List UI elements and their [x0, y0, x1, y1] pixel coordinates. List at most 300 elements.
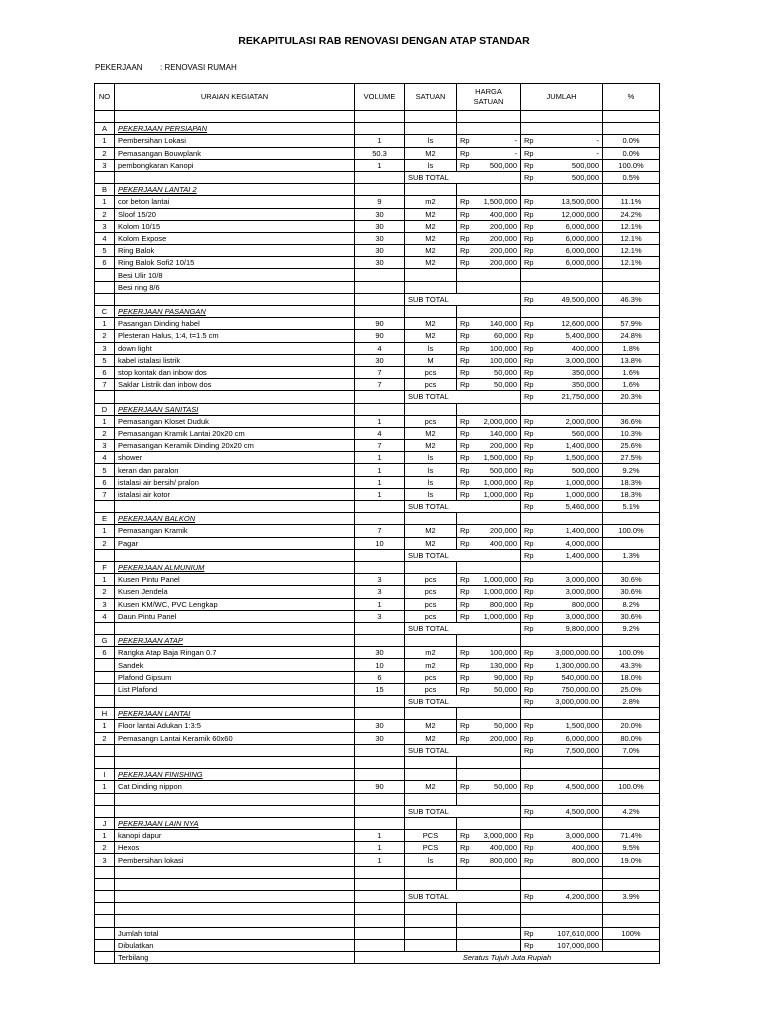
empty-cell	[457, 708, 521, 720]
row-harga-value: 130,000	[489, 660, 517, 670]
empty-cell	[521, 915, 603, 927]
row-satuan: M2	[405, 427, 457, 439]
row-persen: 13.8%	[603, 354, 660, 366]
row-no: 1	[95, 135, 115, 147]
empty-cell	[355, 696, 405, 708]
empty-cell	[355, 123, 405, 135]
row-satuan	[405, 927, 457, 939]
table-body	[95, 111, 660, 964]
empty-cell	[405, 513, 457, 525]
table-row	[95, 476, 660, 488]
table-row	[95, 281, 660, 293]
row-satuan: pcs	[405, 574, 457, 586]
empty-cell	[95, 805, 115, 817]
table-row	[95, 842, 660, 854]
row-uraian: stop kontak dan inbow dos	[115, 366, 355, 378]
empty-cell	[355, 878, 405, 890]
row-jumlah	[521, 452, 603, 464]
row-harga-currency: Rp	[460, 575, 470, 585]
empty-cell	[355, 111, 405, 123]
empty-cell	[95, 111, 115, 123]
row-harga-currency: Rp	[460, 489, 470, 499]
row-jumlah	[521, 147, 603, 159]
section-row	[95, 403, 660, 415]
row-jumlah	[521, 171, 603, 183]
row-no: 2	[95, 330, 115, 342]
row-volume	[355, 927, 405, 939]
empty-cell	[355, 817, 405, 829]
empty-cell	[115, 793, 355, 805]
empty-cell	[95, 793, 115, 805]
row-jumlah	[521, 549, 603, 561]
subtotal-row	[95, 744, 660, 756]
empty-cell	[95, 951, 115, 963]
row-harga	[457, 927, 521, 939]
row-jumlah-value: 1,000,000	[565, 477, 599, 487]
table-row	[95, 647, 660, 659]
row-harga	[457, 232, 521, 244]
header-satuan: SATUAN	[405, 84, 457, 111]
table-row	[95, 586, 660, 598]
row-no: 1	[95, 574, 115, 586]
table-row	[95, 781, 660, 793]
row-jumlah-currency: Rp	[524, 148, 534, 158]
row-satuan	[405, 939, 457, 951]
row-no: 5	[95, 245, 115, 257]
row-harga	[457, 683, 521, 695]
row-satuan	[405, 281, 457, 293]
row-harga-value: 140,000	[489, 428, 517, 438]
empty-cell	[457, 915, 521, 927]
row-uraian: PEKERJAAN PERSIAPAN	[115, 123, 355, 135]
empty-cell	[95, 866, 115, 878]
header-jumlah: JUMLAH	[521, 84, 603, 111]
empty-cell	[457, 817, 521, 829]
row-jumlah-currency: Rp	[524, 233, 534, 243]
header-harga-satuan: HARGA SATUAN	[457, 84, 521, 111]
row-harga-value: 50,000	[494, 782, 517, 792]
row-harga-currency: Rp	[460, 672, 470, 682]
row-jumlah-currency: Rp	[524, 477, 534, 487]
empty-cell	[355, 708, 405, 720]
row-uraian: PEKERJAAN BALKON	[115, 513, 355, 525]
empty-cell	[603, 184, 660, 196]
row-volume: 1	[355, 464, 405, 476]
empty-cell	[355, 793, 405, 805]
row-jumlah-currency: Rp	[524, 380, 534, 390]
pekerjaan-value: : RENOVASI RUMAH	[160, 63, 237, 72]
row-harga-currency: Rp	[460, 416, 470, 426]
row-uraian: istalasi air bersih/ pralon	[115, 476, 355, 488]
row-volume: 1	[355, 452, 405, 464]
row-jumlah	[521, 610, 603, 622]
row-harga-currency: Rp	[460, 465, 470, 475]
row-satuan: M2	[405, 220, 457, 232]
empty-cell	[355, 184, 405, 196]
row-volume: 3	[355, 610, 405, 622]
rab-table	[94, 83, 660, 964]
row-harga	[457, 671, 521, 683]
row-harga	[457, 939, 521, 951]
row-volume: 6	[355, 671, 405, 683]
row-volume: 1	[355, 135, 405, 147]
empty-cell	[115, 171, 355, 183]
subtotal-row	[95, 171, 660, 183]
row-uraian: Kolom 10/15	[115, 220, 355, 232]
row-satuan: pcs	[405, 379, 457, 391]
row-harga-currency: Rp	[460, 233, 470, 243]
table-row	[95, 732, 660, 744]
row-satuan: pcs	[405, 683, 457, 695]
empty-cell	[521, 903, 603, 915]
row-jumlah	[521, 415, 603, 427]
row-jumlah-currency: Rp	[524, 355, 534, 365]
row-uraian: Ring Balok Sofi2 10/15	[115, 257, 355, 269]
row-no: H	[95, 708, 115, 720]
empty-cell	[405, 866, 457, 878]
empty-cell	[355, 866, 405, 878]
row-uraian: Saklar Listrik dan inbow dos	[115, 379, 355, 391]
empty-cell	[95, 549, 115, 561]
row-jumlah-currency: Rp	[524, 745, 534, 755]
row-jumlah-value: 500,000	[571, 465, 599, 475]
row-no: 6	[95, 257, 115, 269]
row-persen: 3.9%	[603, 891, 660, 903]
row-jumlah-currency: Rp	[524, 587, 534, 597]
row-persen: 1.8%	[603, 342, 660, 354]
row-jumlah-currency: Rp	[524, 611, 534, 621]
row-satuan: m2	[405, 659, 457, 671]
table-row	[95, 232, 660, 244]
row-harga	[457, 452, 521, 464]
row-satuan: M2	[405, 330, 457, 342]
row-persen: 27.5%	[603, 452, 660, 464]
subtotal-row	[95, 696, 660, 708]
empty-cell	[603, 513, 660, 525]
section-row	[95, 184, 660, 196]
row-persen	[603, 537, 660, 549]
blank-row	[95, 111, 660, 123]
empty-cell	[115, 903, 355, 915]
empty-cell	[355, 391, 405, 403]
row-persen: 20.0%	[603, 720, 660, 732]
row-volume: 30	[355, 257, 405, 269]
row-jumlah-currency: Rp	[524, 623, 534, 633]
empty-cell	[95, 915, 115, 927]
row-persen: 11.1%	[603, 196, 660, 208]
row-uraian: Pemasangan Bouwplank	[115, 147, 355, 159]
row-harga-value: 400,000	[489, 843, 517, 853]
row-harga	[457, 342, 521, 354]
row-no: 1	[95, 525, 115, 537]
row-jumlah-value: 350,000	[571, 368, 599, 378]
empty-cell	[603, 123, 660, 135]
row-jumlah-currency: Rp	[524, 697, 534, 707]
row-uraian: Besi ring 8/6	[115, 281, 355, 293]
row-jumlah	[521, 501, 603, 513]
row-uraian: Pagar	[115, 537, 355, 549]
row-volume: 30	[355, 720, 405, 732]
empty-cell	[355, 561, 405, 573]
row-uraian: Plafond Gipsum	[115, 671, 355, 683]
row-volume: 90	[355, 318, 405, 330]
table-row	[95, 464, 660, 476]
row-harga-value: 50,000	[494, 368, 517, 378]
row-harga-value: 400,000	[489, 209, 517, 219]
terbilang-label: Terbilang	[115, 951, 355, 963]
section-row	[95, 769, 660, 781]
row-no: 7	[95, 379, 115, 391]
row-harga	[457, 598, 521, 610]
row-jumlah-value: 6,000,000	[565, 221, 599, 231]
row-uraian: Pemasangn Lantai Keramik 60x60	[115, 732, 355, 744]
subtotal-row	[95, 805, 660, 817]
row-persen: 30.6%	[603, 574, 660, 586]
row-harga	[457, 159, 521, 171]
row-jumlah-value: -	[596, 148, 599, 158]
row-uraian: down light	[115, 342, 355, 354]
empty-cell	[521, 769, 603, 781]
row-harga-currency: Rp	[460, 611, 470, 621]
row-no: B	[95, 184, 115, 196]
row-harga	[457, 366, 521, 378]
empty-cell	[603, 915, 660, 927]
row-jumlah	[521, 135, 603, 147]
row-jumlah-value: 800,000	[571, 855, 599, 865]
row-satuan: ls	[405, 135, 457, 147]
empty-cell	[95, 171, 115, 183]
row-harga	[457, 427, 521, 439]
row-jumlah-currency: Rp	[524, 502, 534, 512]
row-uraian: Rangka Atap Baja Ringan 0.7	[115, 647, 355, 659]
row-harga-currency: Rp	[460, 721, 470, 731]
empty-cell	[521, 306, 603, 318]
section-row	[95, 513, 660, 525]
empty-cell	[115, 756, 355, 768]
row-uraian: Kolom Expose	[115, 232, 355, 244]
empty-cell	[115, 549, 355, 561]
row-harga	[457, 415, 521, 427]
row-harga-value: 200,000	[489, 526, 517, 536]
row-harga-currency: Rp	[460, 843, 470, 853]
row-jumlah-value: 6,000,000	[565, 258, 599, 268]
row-persen: 20.3%	[603, 391, 660, 403]
subtotal-label: SUB TOTAL	[405, 696, 521, 708]
row-jumlah-currency: Rp	[524, 782, 534, 792]
row-harga	[457, 781, 521, 793]
section-row	[95, 123, 660, 135]
row-satuan: M2	[405, 720, 457, 732]
row-jumlah-value: 3,000,000.00	[555, 697, 599, 707]
row-no: 5	[95, 464, 115, 476]
row-uraian: Pemasangan Kramik	[115, 525, 355, 537]
row-uraian: Kusen Pintu Panel	[115, 574, 355, 586]
empty-cell	[457, 513, 521, 525]
row-harga-value: 90,000	[494, 672, 517, 682]
row-harga-value: 1,000,000	[483, 477, 517, 487]
row-harga-currency: Rp	[460, 246, 470, 256]
row-jumlah-currency: Rp	[524, 294, 534, 304]
row-jumlah	[521, 696, 603, 708]
row-jumlah-currency: Rp	[524, 441, 534, 451]
row-uraian: Pemasangan Kramik Lantai 20x20 cm	[115, 427, 355, 439]
table-row	[95, 488, 660, 500]
row-jumlah	[521, 342, 603, 354]
row-uraian: Daun Pintu Panel	[115, 610, 355, 622]
row-uraian: Besi Ulir 10/8	[115, 269, 355, 281]
row-uraian: Dibulatkan	[115, 939, 355, 951]
row-harga	[457, 257, 521, 269]
empty-cell	[521, 866, 603, 878]
row-harga-value: 1,500,000	[483, 453, 517, 463]
empty-cell	[115, 878, 355, 890]
row-no: 2	[95, 537, 115, 549]
row-no: 4	[95, 232, 115, 244]
empty-cell	[521, 111, 603, 123]
empty-cell	[355, 756, 405, 768]
row-harga-currency: Rp	[460, 331, 470, 341]
empty-cell	[405, 817, 457, 829]
row-uraian: PEKERJAAN SANITASI	[115, 403, 355, 415]
empty-cell	[457, 866, 521, 878]
row-jumlah	[521, 598, 603, 610]
row-no	[95, 683, 115, 695]
row-harga	[457, 476, 521, 488]
table-row	[95, 354, 660, 366]
row-uraian: PEKERJAAN LAIN NYA	[115, 817, 355, 829]
empty-cell	[457, 878, 521, 890]
row-harga	[457, 379, 521, 391]
empty-cell	[115, 915, 355, 927]
row-no: A	[95, 123, 115, 135]
empty-cell	[521, 184, 603, 196]
row-volume: 1	[355, 159, 405, 171]
row-harga-value: 800,000	[489, 855, 517, 865]
row-harga	[457, 610, 521, 622]
empty-cell	[405, 111, 457, 123]
row-uraian: PEKERJAAN ATAP	[115, 635, 355, 647]
table-row	[95, 927, 660, 939]
row-no	[95, 939, 115, 951]
row-volume: 7	[355, 440, 405, 452]
row-uraian: PEKERJAAN ALMUNIUM	[115, 561, 355, 573]
row-satuan: M2	[405, 732, 457, 744]
table-row	[95, 318, 660, 330]
row-jumlah	[521, 720, 603, 732]
subtotal-row	[95, 549, 660, 561]
row-volume: 1	[355, 830, 405, 842]
subtotal-row	[95, 622, 660, 634]
row-harga	[457, 574, 521, 586]
row-harga	[457, 147, 521, 159]
row-jumlah-value: 4,000,000	[565, 538, 599, 548]
row-persen: 12.1%	[603, 220, 660, 232]
row-uraian: Plesteran Halus, 1:4, t=1.5 cm	[115, 330, 355, 342]
row-satuan: ls	[405, 159, 457, 171]
row-jumlah	[521, 891, 603, 903]
row-persen: 4.2%	[603, 805, 660, 817]
row-satuan: ls	[405, 342, 457, 354]
row-jumlah-currency: Rp	[524, 392, 534, 402]
row-harga	[457, 354, 521, 366]
row-harga-value: 200,000	[489, 258, 517, 268]
row-uraian: Cat Dinding nippon	[115, 781, 355, 793]
row-jumlah-value: 400,000	[571, 843, 599, 853]
empty-cell	[603, 561, 660, 573]
empty-cell	[355, 513, 405, 525]
row-uraian: Floor lantai Adukan 1:3:5	[115, 720, 355, 732]
row-jumlah-currency: Rp	[524, 197, 534, 207]
empty-cell	[355, 744, 405, 756]
pekerjaan-label: PEKERJAAN	[95, 63, 143, 72]
row-volume	[355, 269, 405, 281]
row-satuan: pcs	[405, 415, 457, 427]
row-satuan: M2	[405, 232, 457, 244]
row-jumlah-value: 3,000,000	[565, 587, 599, 597]
row-harga-currency: Rp	[460, 733, 470, 743]
empty-cell	[405, 561, 457, 573]
row-no	[95, 659, 115, 671]
table-row	[95, 610, 660, 622]
row-satuan: pcs	[405, 610, 457, 622]
empty-cell	[457, 403, 521, 415]
row-persen: 12.1%	[603, 245, 660, 257]
table-row	[95, 452, 660, 464]
empty-cell	[603, 403, 660, 415]
section-row	[95, 817, 660, 829]
row-jumlah-value: 13,500,000	[561, 197, 599, 207]
row-jumlah-value: 1,400,000	[565, 441, 599, 451]
row-jumlah	[521, 574, 603, 586]
row-harga-currency: Rp	[460, 587, 470, 597]
subtotal-row	[95, 501, 660, 513]
row-no: 3	[95, 598, 115, 610]
row-harga-currency: Rp	[460, 197, 470, 207]
row-harga	[457, 464, 521, 476]
row-no: 7	[95, 488, 115, 500]
row-jumlah-value: 800,000	[571, 599, 599, 609]
row-persen	[603, 281, 660, 293]
row-jumlah-value: 400,000	[571, 343, 599, 353]
row-harga-currency: Rp	[460, 477, 470, 487]
row-persen	[603, 269, 660, 281]
table-row	[95, 208, 660, 220]
row-jumlah	[521, 330, 603, 342]
row-persen: 25.6%	[603, 440, 660, 452]
row-jumlah	[521, 830, 603, 842]
row-volume: 10	[355, 537, 405, 549]
row-jumlah	[521, 379, 603, 391]
empty-cell	[115, 111, 355, 123]
empty-cell	[355, 769, 405, 781]
row-no: 3	[95, 159, 115, 171]
row-satuan: M2	[405, 318, 457, 330]
row-jumlah-value: 750,000.00	[561, 684, 599, 694]
terbilang-text: Seratus Tujuh Juta Rupiah	[355, 951, 660, 963]
empty-cell	[457, 635, 521, 647]
empty-cell	[457, 756, 521, 768]
row-harga-value: 50,000	[494, 684, 517, 694]
empty-cell	[457, 903, 521, 915]
row-harga-value: 100,000	[489, 343, 517, 353]
table-row	[95, 159, 660, 171]
row-persen: 12.1%	[603, 257, 660, 269]
row-uraian: PEKERJAAN LANTAI 2	[115, 184, 355, 196]
row-uraian: PEKERJAAN PASANGAN	[115, 306, 355, 318]
row-uraian: Pasangan Dinding habel	[115, 318, 355, 330]
row-volume	[355, 939, 405, 951]
row-jumlah-currency: Rp	[524, 221, 534, 231]
